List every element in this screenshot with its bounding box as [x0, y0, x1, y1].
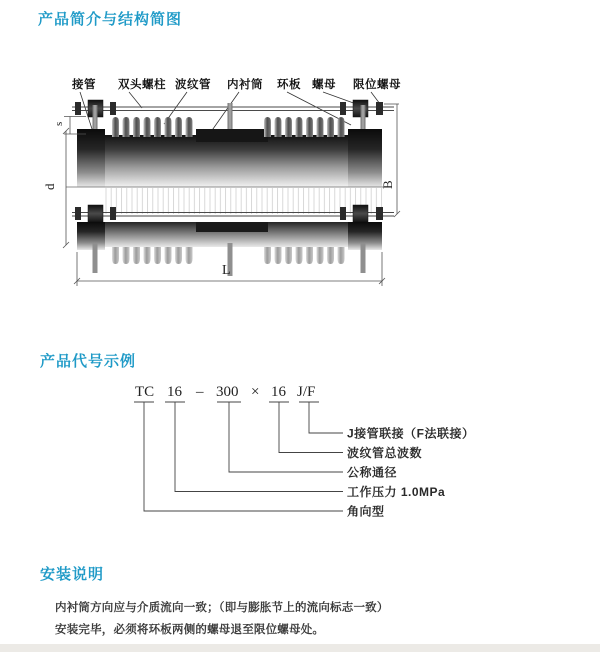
nut-block-shape [88, 205, 103, 222]
leader-line [129, 92, 142, 108]
part-label-nut: 螺母 [312, 79, 336, 91]
bellows-finger [296, 247, 303, 264]
bellows-finger [285, 247, 292, 264]
page-bottom-edge [0, 644, 600, 652]
bellows-finger [306, 247, 313, 264]
code-parts [135, 384, 315, 400]
bellows-finger [175, 117, 182, 137]
bellows-finger [186, 247, 193, 264]
code-connector [299, 402, 343, 433]
limit-nut-shape [376, 102, 383, 115]
inner-liner-band-bottom [196, 222, 268, 232]
bellows-finger [123, 117, 130, 137]
part-label-bellows: 波纹管 [175, 79, 211, 91]
bellows-finger [112, 117, 119, 137]
bellows-finger [327, 117, 334, 137]
limit-nut-shape [75, 207, 81, 220]
right-pipe-end [348, 129, 382, 187]
code-meanings [347, 426, 475, 519]
code-part-waves: 16 [271, 384, 286, 400]
part-label-inner-liner: 内衬筒 [227, 79, 263, 91]
dim-label-d: d [42, 183, 57, 190]
code-connector-lines [134, 402, 343, 511]
part-label-stud-bolt: 双头螺柱 [118, 79, 166, 91]
part-label-ring-plate: 环板 [277, 79, 301, 91]
code-meaning-diameter: 公称通径 [347, 465, 398, 480]
bellows-finger [264, 117, 271, 137]
structure-diagram [42, 77, 401, 286]
dim-label-s: s [53, 121, 65, 126]
code-connector [269, 402, 343, 453]
left-pipe-end-bottom [77, 222, 105, 250]
bellows-finger [154, 247, 161, 264]
nut-shape [340, 207, 346, 220]
bellows-finger [154, 117, 161, 137]
nut-shape [110, 102, 116, 115]
stud-shape [93, 243, 98, 273]
bellows-shell [77, 135, 382, 187]
stud-shape [228, 103, 233, 133]
code-part-pressure: 16 [167, 384, 182, 400]
stud-shape [361, 105, 366, 132]
section-title-product-intro: 产品简介与结构简图 [38, 11, 183, 28]
bellows-finger [327, 247, 334, 264]
section-title-installation: 安装说明 [40, 566, 105, 583]
part-labels [71, 77, 401, 91]
bellows-finger [144, 117, 151, 137]
code-connector [134, 402, 343, 511]
stud-shape [93, 105, 98, 132]
bellows-finger [296, 117, 303, 137]
bellows-finger [317, 247, 324, 264]
code-meaning-pressure: 工作压力 1.0MPa [347, 485, 446, 499]
bellows-finger [133, 117, 140, 137]
code-meaning-type: 角向型 [347, 504, 385, 519]
nut-block-shape [353, 205, 368, 222]
part-label-limit-nut: 限位螺母 [353, 79, 401, 91]
tie-rod-top [72, 100, 394, 117]
code-part-times: × [251, 384, 260, 400]
stud-shape [361, 243, 366, 273]
code-connector [165, 402, 343, 492]
nut-shape [340, 102, 346, 115]
bellows-finger [338, 117, 345, 137]
nut-shape [110, 207, 116, 220]
installation-note-line2: 安装完毕，必须将环板两侧的螺母退至限位螺母处。 [55, 624, 325, 636]
limit-nut-shape [376, 207, 383, 220]
code-meaning-waves: 波纹管总波数 [347, 446, 423, 460]
code-part-connection: J/F [297, 384, 316, 400]
bellows-finger [275, 247, 282, 264]
bellows-finger [112, 247, 119, 264]
bellows-finger [186, 117, 193, 137]
section-title-product-code: 产品代号示例 [40, 353, 137, 370]
inner-liner-band [196, 129, 268, 142]
code-part-diameter: 300 [216, 384, 239, 400]
code-part-dash: – [196, 384, 204, 400]
code-part-type: TC [135, 384, 155, 400]
bellows-finger [175, 247, 182, 264]
code-meaning-connection: J接管联接（F法联接） [347, 426, 475, 441]
dim-label-b: B [380, 180, 395, 189]
bellows-finger [165, 117, 172, 137]
upper-body [77, 129, 382, 187]
bellows-finger [123, 247, 130, 264]
bellows-finger [165, 247, 172, 264]
installation-note-line1: 内衬筒方向应与介质流向一致；（即与膨胀节上的流向标志一致） [55, 602, 389, 614]
bellows-finger [144, 247, 151, 264]
bellows-finger [264, 247, 271, 264]
limit-nut-shape [75, 102, 81, 115]
bellows-finger [133, 247, 140, 264]
bellows-finger [275, 117, 282, 137]
dim-label-l: L [222, 263, 231, 278]
code-connector [217, 402, 343, 472]
part-label-connecting-pipe: 接管 [72, 79, 96, 91]
bellows-finger [338, 247, 345, 264]
bellows-finger [317, 117, 324, 137]
bellows-finger [306, 117, 313, 137]
bellows-finger [285, 117, 292, 137]
left-pipe-end [77, 129, 105, 187]
product-code-tree [134, 384, 475, 519]
